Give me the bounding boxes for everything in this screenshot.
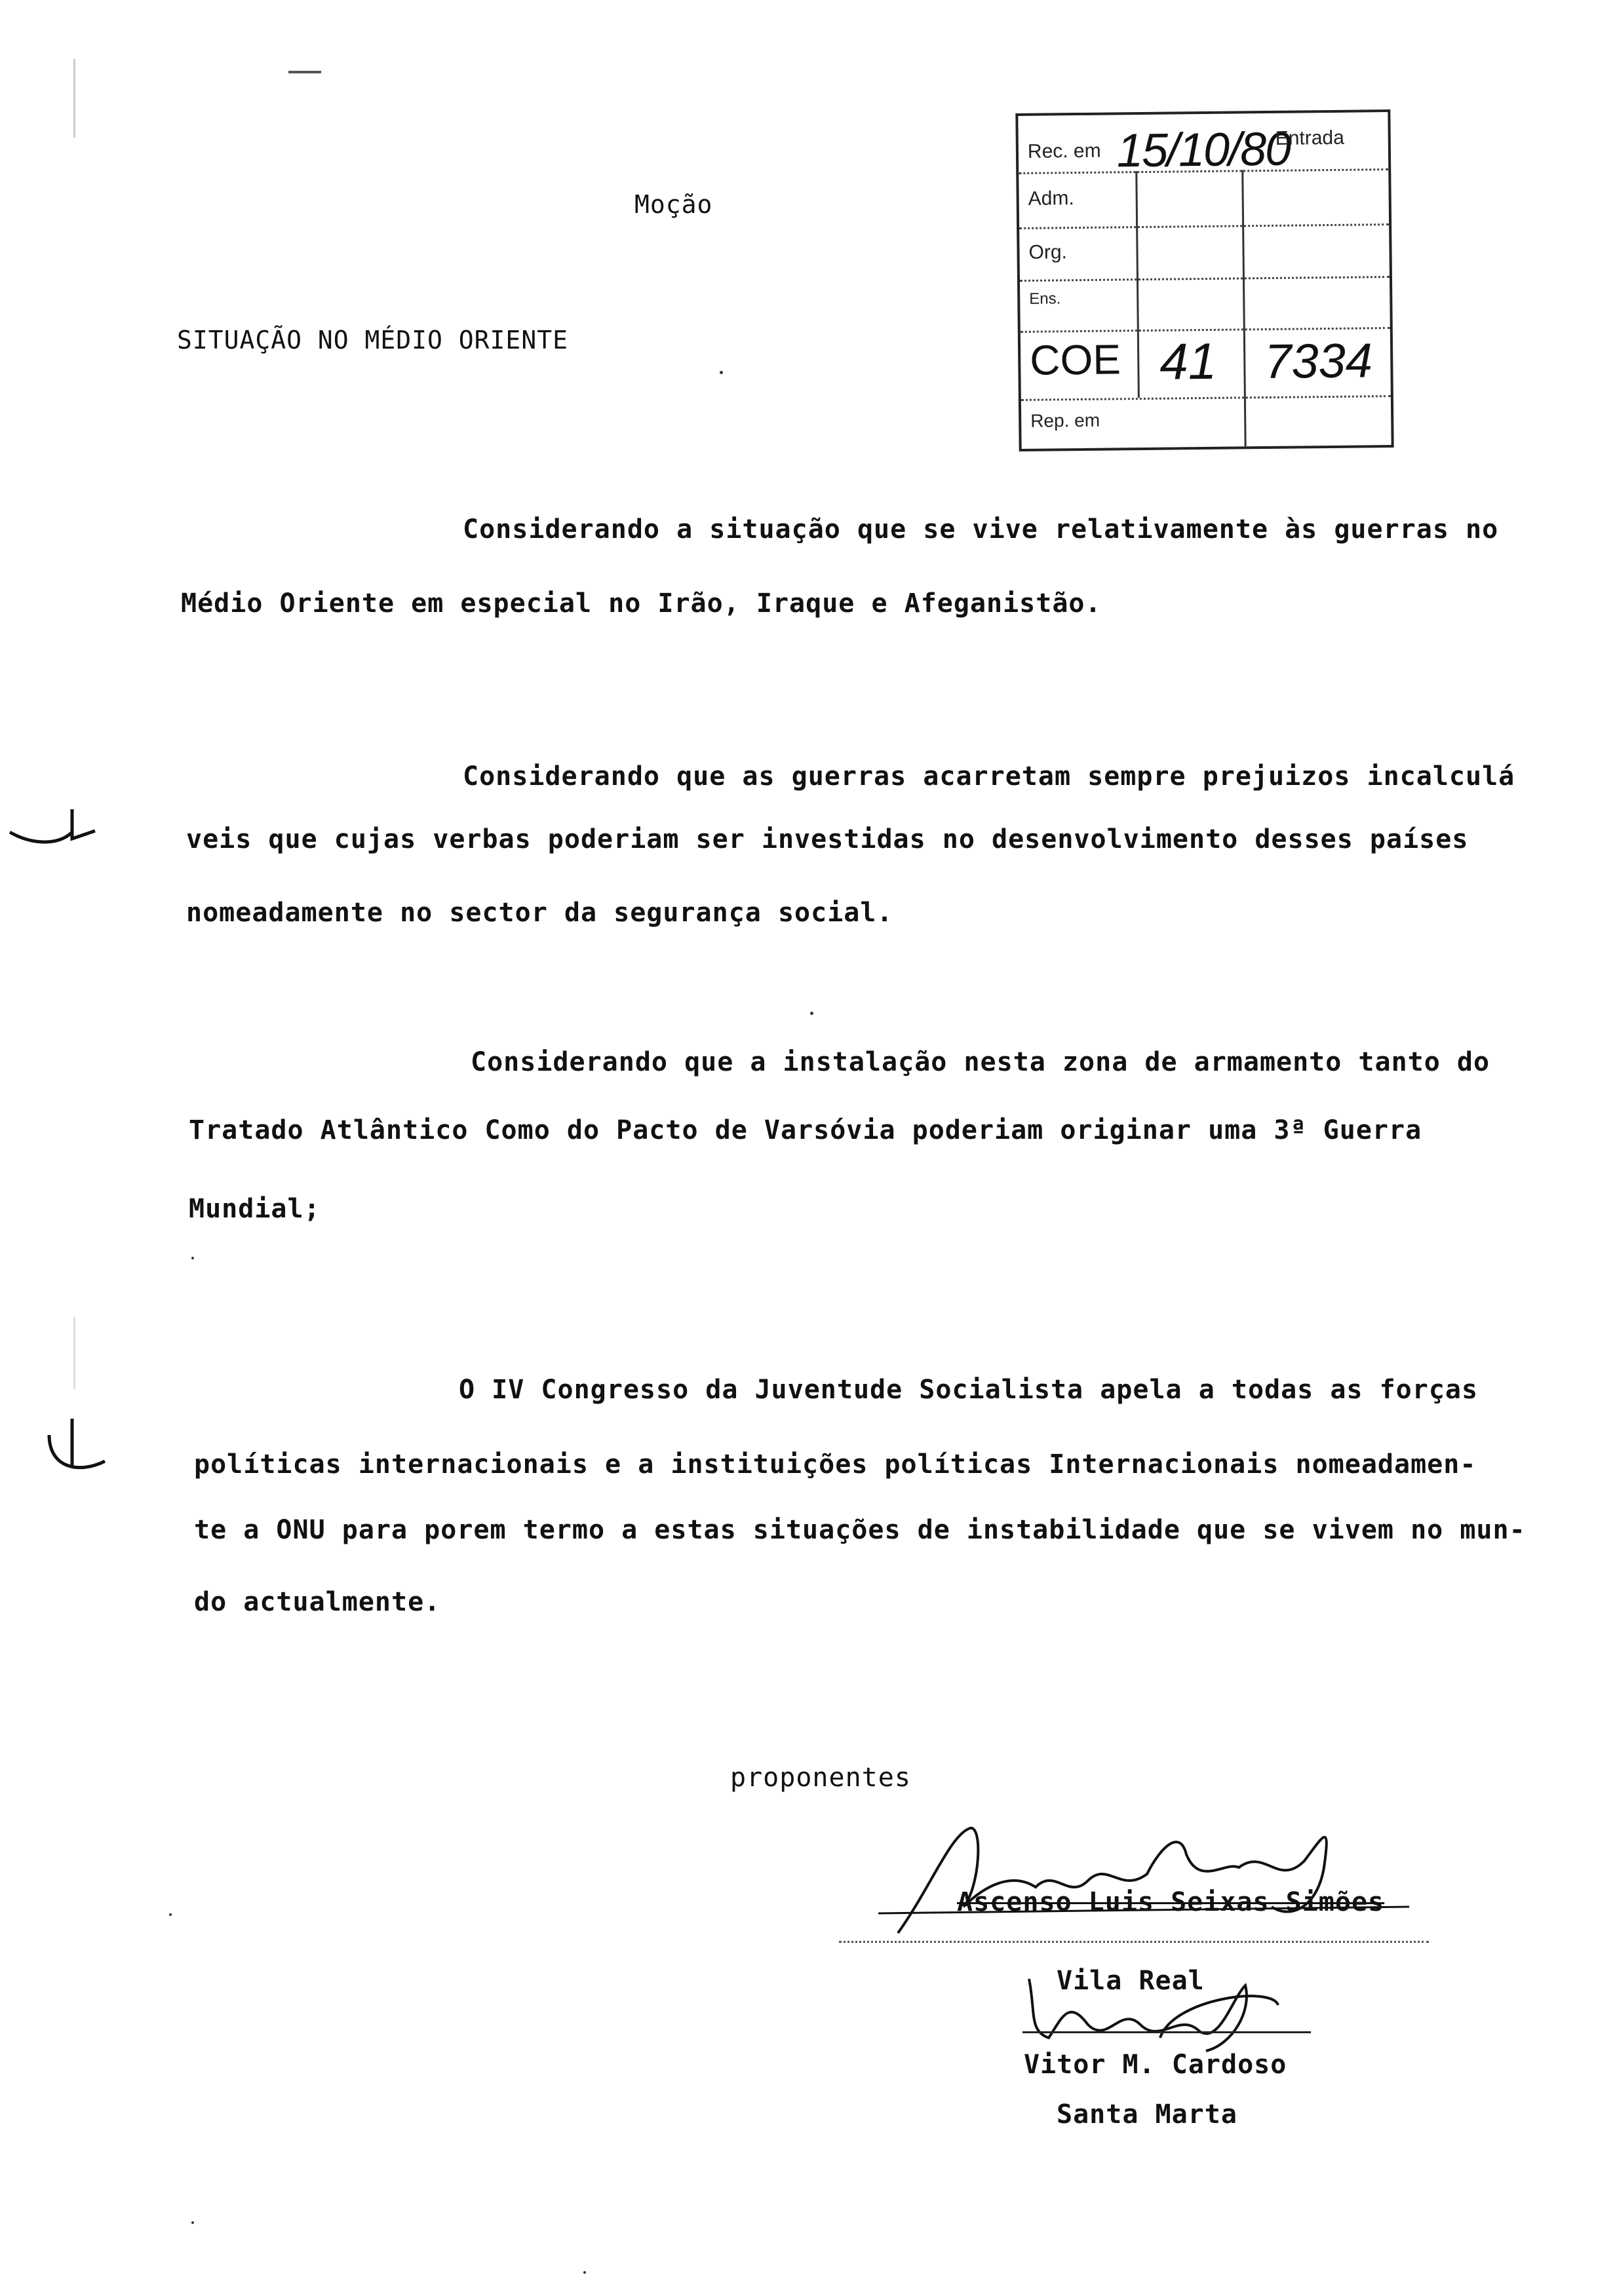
paragraph-1-line-1: Considerando a situação que se vive relativamente às guerras no — [463, 514, 1499, 545]
paragraph-4-line-3: te a ONU para porem termo a estas situações de instabilidade que se vivem no mun- — [194, 1515, 1526, 1545]
paragraph-2-line-2: veis que cujas verbas poderiam ser investidas no desenvolvimento desses países — [186, 824, 1469, 854]
paragraph-3-line-2: Tratado Atlântico Como do Pacto de Varsóvia poderiam originar uma 3ª Guerra — [189, 1115, 1422, 1145]
scan-edge-mark — [73, 1317, 75, 1389]
signature-1-line — [839, 1941, 1429, 1943]
stamp-entry-number: 7334 — [1264, 333, 1373, 389]
scan-speck — [191, 2221, 194, 2224]
paragraph-4-line-4: do actualmente. — [194, 1587, 441, 1617]
scan-speck — [583, 2271, 586, 2274]
registration-stamp — [1015, 109, 1393, 451]
signature-1 — [872, 1808, 1409, 1940]
stamp-adm-label: Adm. — [1028, 187, 1074, 210]
proponents-label: proponentes — [730, 1763, 911, 1793]
signature-2-line — [1022, 2031, 1311, 2033]
document-title: Moção — [634, 190, 713, 219]
paragraph-4-line-2: políticas internacionais e a instituições políticas Internacionais nomeadamen- — [194, 1449, 1477, 1480]
stamp-org-label: Org. — [1028, 241, 1068, 263]
document-subject: SITUAÇÃO NO MÉDIO ORIENTE — [177, 326, 568, 354]
stamp-rec-label: Rec. em — [1027, 140, 1101, 163]
proponent-2-place: Santa Marta — [1057, 2099, 1237, 2130]
stamp-rep-label: Rep. em — [1030, 410, 1100, 431]
signature-2 — [1009, 1959, 1298, 2057]
proponent-1-name: Ascenso Luis Seixas Simões — [957, 1887, 1385, 1917]
stamp-code: COE — [1029, 335, 1121, 384]
scan-speck — [720, 371, 723, 374]
margin-mark-1 — [7, 806, 98, 858]
paragraph-3-line-1: Considerando que a instalação nesta zona de armamento tanto do — [471, 1047, 1490, 1077]
paragraph-2-line-1: Considerando que as guerras acarretam sempre prejuizos incalculá — [463, 761, 1515, 792]
paragraph-3-line-3: Mundial; — [189, 1194, 321, 1224]
paragraph-2-line-3: nomeadamente no sector da segurança social. — [186, 898, 893, 928]
scan-speck — [191, 1257, 194, 1259]
stamp-ens-label: Ens. — [1029, 290, 1061, 308]
proponent-2-name: Vitor M. Cardoso — [1024, 2050, 1287, 2080]
scan-speck — [288, 71, 321, 73]
paragraph-4-line-1: O IV Congresso da Juventude Socialista apela a todas as forças — [459, 1375, 1479, 1405]
margin-mark-2 — [39, 1415, 111, 1487]
scan-edge-mark — [73, 59, 75, 138]
paragraph-1-line-2: Médio Oriente em especial no Irão, Iraque e Afeganistão. — [181, 588, 1102, 619]
stamp-rec-date: 15/10/80 — [1116, 123, 1291, 178]
stamp-entrada-label: Entrada — [1275, 126, 1344, 149]
scan-speck — [810, 1012, 813, 1015]
stamp-number: 41 — [1159, 332, 1217, 391]
scan-speck — [169, 1913, 172, 1916]
proponent-1-place: Vila Real — [1057, 1966, 1205, 1996]
